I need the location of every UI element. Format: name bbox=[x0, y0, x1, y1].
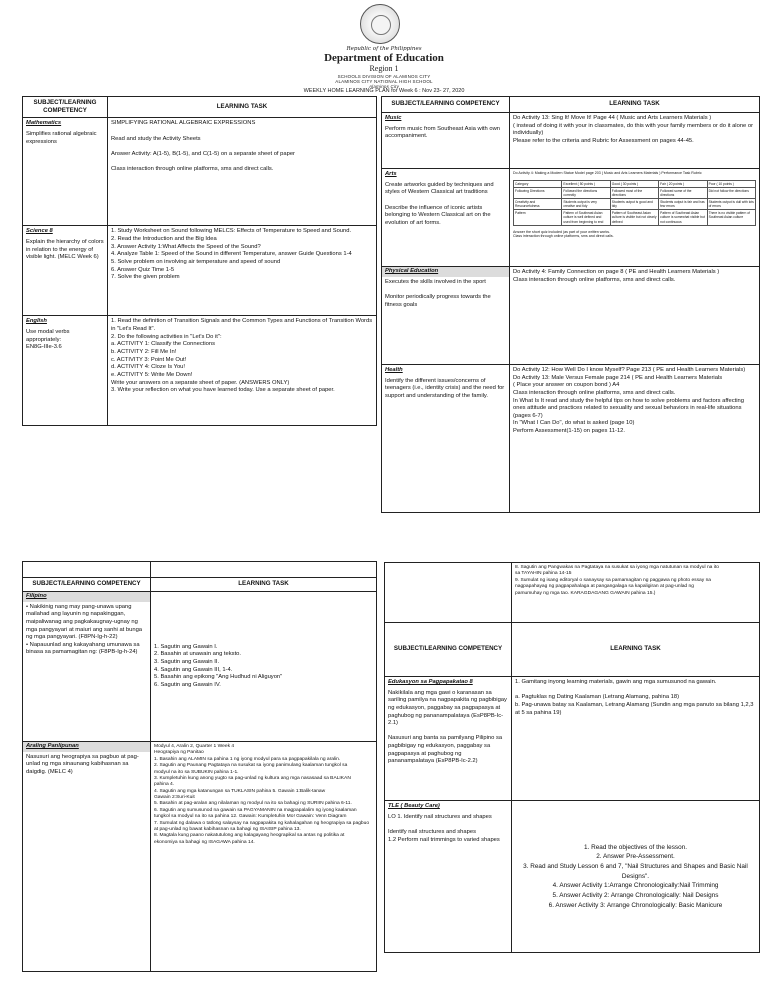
city-line: Alaminos City bbox=[368, 84, 400, 89]
subject-name: TLE ( Beauty Care) bbox=[388, 803, 440, 809]
task-text: 1. Study Worksheet on Sound following MELCS: Effects of Temperature to Speed and Sound. 2. Read the Introduction and the Big Idea 3. Answer Activity 1:What Affects the Speed of the Sound? 4. Analyze Table 1: Speed of the Sound in different Temperature, answer Guide Questions 1-4 5. Solve problem on involving air temperature and speed of sound 6. Answer Quiz Time 1-5 7. Solve the given problem bbox=[111, 228, 352, 281]
task-cell bbox=[510, 365, 760, 513]
table-row bbox=[23, 226, 377, 316]
table-row bbox=[382, 169, 760, 267]
rubric-cell: Excellent ( 50 points ) bbox=[562, 180, 610, 187]
task-cell bbox=[108, 226, 377, 316]
task-cell bbox=[510, 169, 760, 267]
department-title: Department of Education bbox=[324, 52, 444, 64]
school-line: ALAMINOS CITY NATIONAL HIGH SCHOOL bbox=[335, 79, 433, 84]
subject-cell bbox=[23, 316, 108, 426]
plan-table-mapeh bbox=[381, 96, 760, 513]
subject-cell bbox=[382, 267, 510, 365]
task-column-header: LEARNING TASK bbox=[108, 97, 377, 118]
plan-table-esp-tle bbox=[384, 562, 760, 953]
rubric-cell: Followed the directions correctly bbox=[562, 187, 610, 198]
blank-cell bbox=[385, 563, 512, 623]
task-column-header: LEARNING TASK bbox=[151, 578, 377, 592]
task-text: 1. Read the definition of Transition Signals and the Common Types and Functions of Transition Words in "Let's Read It". 2. Do the following activities in "Let's Do it": a. ACTIVITY 1: Classify the Connections b. ACTIVITY 2: Fill Me In! c. ACTIVITY 3: Point Me Out! d. ACTIVITY 4: Cloze Is You! e. ACTIVITY 5: Write Me Down! Write your answers on a separate sheet of paper. (ANSWERS ONLY) 3. Write your reflection on what you have learned today. Use a separate sheet of paper. bbox=[111, 318, 373, 394]
plan-table-core-subjects bbox=[22, 96, 377, 426]
task-text: 1. Sagutin ang Gawain I. 2. Basahin at unawain ang teksto. 3. Sagutin ang Gawain II. 4. Sagutin ang Gawain III, 1-4. 5. Basahin ang epikong "Ang Hudhud ni Aliguyon" 6. Sagutin ang Gawain IV. bbox=[154, 643, 283, 688]
task-text: Do Activity 13: Sing It! Move It! Page 44 ( Music and Arts Learners Materials ) ( instead of doing it with your in classmates, do this with your family members or do it alone or individually) Please refer to the criteria and Rubric for Assessment on pages 44-45. bbox=[513, 115, 754, 144]
subject-column-header: SUBJECT/LEARNING COMPETENCY bbox=[23, 97, 108, 118]
subject-name: Araling Panlipunan bbox=[23, 742, 150, 752]
subject-column-header: SUBJECT/LEARNING COMPETENCY bbox=[23, 578, 151, 592]
task-column-header: LEARNING TASK bbox=[512, 623, 760, 677]
subject-name: Music bbox=[385, 115, 402, 121]
rubric-note: Answer the short quiz included (as part of your written works. Class interaction through online platforms, sms and direct calls. bbox=[513, 229, 614, 239]
blank-cell bbox=[23, 562, 151, 578]
competency-text: LO 1. Identify nail structures and shapes Identify nail structures and shapes 1.2 Perform nail trimmings to varied shapes bbox=[388, 813, 500, 843]
subject-cell bbox=[23, 742, 151, 972]
division-line: SCHOOLS DIVISION OF ALAMINOS CITY bbox=[337, 74, 431, 79]
competency-text: Nakikilala ang mga gawi o karanasan sa sariling pamilya na nagpapakita ng pagbibigay ng edukasyon, paggabay sa pagpapasya at paghubog ng pananampalataya (EsP8PB-Ic-2.1) Nasusuri ang banta sa pamilyang Pilipino sa pagbibigay ng edukasyon, paggabay sa pagpapasya at paghubog ng pananampalataya (EsP8PB-Ic-2.2) bbox=[388, 689, 507, 765]
rubric-cell: Did not follow the directions bbox=[707, 187, 755, 198]
task-cell bbox=[512, 563, 760, 623]
subject-cell bbox=[23, 226, 108, 316]
task-cell bbox=[510, 113, 760, 169]
competency-text: • Nakikinig nang may pang-unawa upang mailahad ang layunin ng napakinggan, maipaliwanag ang pagkakaugnay-ugnay ng mga pangyayari at maiuri ang sanhi at bunga ng mga pangyayari. (F8PN-Ig-h-22) • Napauunlad ang kakayahang umunawa sa binasa sa pamamagitan ng: (F8PB-Ig-h-24) bbox=[26, 603, 143, 656]
subject-cell bbox=[23, 592, 151, 742]
table-header-row bbox=[385, 623, 760, 677]
subject-name: Physical Education bbox=[382, 267, 509, 277]
continued-task-text: 8. Sagutin ang Pangwakas na Pagtataya na susukat sa iyong mga natutunan sa modyul na ito sa TAYAHIN pahina 14-15 9. Sumulat ng isang editoryal o sanaysay sa pamamagitan ng paggawa ng photo essay na nagpapahayag ng pagpapahalaga at pangangalaga sa kapaligiran at pag-unlad ng pamumuhay ng mga tao. KARAGDAGANG GAWAIN pahina 15.) bbox=[515, 565, 719, 596]
competency-text: Identify the different issues/concerns of teenagers (i.e., identity crisis) and the need for support and understanding of the family. bbox=[385, 377, 505, 399]
task-cell bbox=[151, 592, 377, 742]
task-cell bbox=[108, 118, 377, 226]
rubric-row bbox=[514, 199, 756, 210]
rubric-cell: Pattern of Southeast Asian culture is well defined and used from beginning to end bbox=[562, 210, 610, 225]
competency-text: Nasusuri ang heograpiya sa pagbuo at pag-unlad ng mga sinaunang kabihasnan sa daigdig. (MELC 4) bbox=[26, 753, 139, 775]
subject-cell bbox=[385, 677, 512, 801]
rubric-cell: Poor ( 10 points ) bbox=[707, 180, 755, 187]
weekly-plan-title: WEEKLY HOME LEARNING PLAN for Week 6 : Nov 23- 27, 2020 bbox=[303, 88, 465, 94]
competency-text: Explain the hierarchy of colors in relation to the energy of visible light. (MELC Week 6) bbox=[26, 239, 104, 261]
rubric-row bbox=[514, 180, 756, 187]
rubric-cell: Good ( 30 points ) bbox=[610, 180, 658, 187]
task-cell bbox=[512, 801, 760, 953]
region-line: Region 1 bbox=[369, 64, 399, 73]
rubric-row bbox=[514, 187, 756, 198]
rubric-cell: Students output is fair and has few errors bbox=[659, 199, 707, 210]
rubric-cell: Creativity and Resourcefulness bbox=[514, 199, 562, 210]
rubric-cell: Students output is good and tidy bbox=[610, 199, 658, 210]
subject-name: English bbox=[26, 318, 47, 325]
subject-column-header: SUBJECT/LEARNING COMPETENCY bbox=[385, 623, 512, 677]
rubric-cell: Students output is very creative and tidy bbox=[562, 199, 610, 210]
table-header-row bbox=[23, 578, 377, 592]
rubric-cell: Students output is dull with lots of errors bbox=[708, 200, 754, 209]
task-text: Do Activity 12: How Well Do I know Myself? Page 213 ( PE and Health Learners Materials) Do Activity 13: Male Versus Female page 214 ( PE and Health Learners Materials ( Place your answer on coupon bond ) A4 Class interaction through online platforms, sms and direct calls. In What Is It read and study the helpful tips on how to solve problems and factors affecting ones attitude and practices related to sexuality and sexual behaviors in real-life situations (pages 6-7) In "What I Can Do", do what is asked (page 10) Perform Assessment(1-15) on pages 11-12. bbox=[513, 367, 746, 435]
task-cell bbox=[510, 267, 760, 365]
table-header-row bbox=[23, 97, 377, 118]
subject-name: Science 8 bbox=[26, 228, 53, 235]
subject-name: Health bbox=[385, 367, 403, 373]
table-row bbox=[23, 316, 377, 426]
rubric-table bbox=[513, 180, 756, 226]
rubric-row bbox=[514, 210, 756, 225]
task-text: Do Activity 4: Family Connection on page 8 ( PE and Health Learners Materials ) Class interaction through online platforms, sms and direct calls. bbox=[513, 269, 720, 283]
rubric-cell: Followed some of the directions bbox=[659, 187, 707, 198]
table-row bbox=[382, 365, 760, 513]
table-row bbox=[382, 267, 760, 365]
rubric-cell: Fair ( 20 points ) bbox=[659, 180, 707, 187]
task-cell bbox=[151, 742, 377, 972]
blank-cell bbox=[151, 562, 377, 578]
table-blank-row bbox=[23, 562, 377, 578]
competency-text: Use modal verbs appropriately: EN8G-IIIe-3.6 bbox=[26, 329, 70, 351]
task-text: 1. Gamitang inyong learning materials, gawin ang mga sumusunod na gawain. a. Pagtuklas ng Dating Kaalaman (Letrang Alamang, pahina 18) b. Pag-unawa batay sa Kaalaman, Letrang Alamang (Sundin ang mga panuto sa bilang 1,2,3 at 5 sa pahina 19) bbox=[515, 679, 754, 716]
table-row bbox=[385, 677, 760, 801]
subject-cell bbox=[382, 169, 510, 267]
competency-text: Executes the skills involved in the sport Monitor periodically progress towards the fitness goals bbox=[385, 278, 491, 308]
rubric-cell: Pattern of Southeast Asian culture is somewhat visible but not continuous bbox=[659, 210, 707, 225]
table-row bbox=[385, 563, 760, 623]
rubric-cell: Pattern bbox=[514, 210, 562, 225]
competency-text: Create artworks guided by techniques and styles of Western Classical art traditions Describe the influence of iconic artists belonging to Western Classical art on the evolution of art forms. bbox=[385, 181, 494, 226]
table-row bbox=[385, 801, 760, 953]
subject-name: Mathematics bbox=[26, 120, 62, 127]
rubric-cell: Following Directions bbox=[514, 187, 562, 198]
rubric-cell: Category bbox=[514, 180, 562, 187]
plan-table-filipino-ap bbox=[22, 561, 377, 972]
rubric-cell: Followed most of the directions bbox=[610, 187, 658, 198]
subject-column-header: SUBJECT/LEARNING COMPETENCY bbox=[382, 97, 510, 113]
table-row bbox=[23, 742, 377, 972]
deped-seal-icon bbox=[360, 4, 400, 44]
task-cell bbox=[108, 316, 377, 426]
rubric-caption: Do Activity 4: Making a Modern Statue Model page 203 ( Music and Arts Learners Materials ) Performance Task Rubric bbox=[513, 171, 702, 175]
task-text: 1. Read the objectives of the lesson. 2. Answer Pre-Assessment. 3. Read and Study Lesson 6 and 7, "Nail Structures and Shapes and Basic Nail Designs". 4. Answer Activity 1:Arrange Chronologically:Nail Trimming 5. Answer Activity 2: Arrange Chronologically: Nail Designs 6. Answer Activity 3: Arrange Chronologically: Basic Manicure bbox=[523, 843, 748, 909]
task-cell bbox=[512, 677, 760, 801]
subject-name: Arts bbox=[385, 171, 397, 177]
competency-text: Perform music from Southeast Asia with own accompaniment. bbox=[385, 125, 501, 140]
table-row bbox=[23, 592, 377, 742]
table-header-row bbox=[382, 97, 760, 113]
subject-cell bbox=[382, 365, 510, 513]
competency-text: Simplifies rational algebraic expressions bbox=[26, 131, 97, 145]
task-text: SIMPLIFYING RATIONAL ALGEBRAIC EXPRESSIONS Read and study the Activity Sheets Answer Activity: A(1-5), B(1-5), and C(1-5) on a separate sheet of paper Class interaction through online platforms, sms and direct calls. bbox=[111, 120, 295, 173]
task-text: Modyul 4, Aralin 2, Quarter 1 Week 4 Heograpiya ng Panitao 1. Basahin ang ALAMIN sa pahina 1 ng iyong modyul para sa pagpapakilala ng aralin. 2. Sagutin ang Paunang Pagtataya na susukat sa iyong panimulang kaalaman tungkol sa modyul na ito sa SUBUKIN pahina 1-1. 3. Kumpletuhin kung anong yugto sa pag-unlad ng kultura ang mga nasasaad sa BALIKAN pahina 4. 4. Sagutin ang mga katanungan sa TUKLASIN pahina 5. Gawain 1:Balik-tanaw Gawain 2:Suri-Kuit 5. Basahin at pag-aralan ang nilalaman ng modyul na ito sa bahagi ng SURIIN pahina 6-11. 6. Sagutin ang sumusunod na gawain sa PAGYAMANIN na magpapalalim ng iyong kaalaman tungkol sa modyul na ito sa pahina 12. Gawain: Kumpletuhin Mo! Gawain: Venn Diagram 7. Sumulat ng dalawa o tatlong salaysay na nagpapakita ng kahalagahan ng heograpiya sa pagbuo at pag-unlad ng bawat kabihasnan sa bahagi ng ISAISIP pahina 13. 8. Magtala kung paano nakatutulong ang kalagayang heograpikal sa antas ng politika at ekonomiya sa bahagi ng ISAGAWA pahina 14. bbox=[154, 744, 370, 845]
table-row bbox=[382, 113, 760, 169]
rubric-cell: Pattern of Southeast Asian culture is visible but not clearly defined bbox=[610, 210, 658, 225]
rubric-cell: There is no visible pattern of Southeast Asian culture bbox=[707, 210, 755, 225]
table-row bbox=[23, 118, 377, 226]
subject-name: Edukasyon sa Pagpapakatao 8 bbox=[388, 679, 473, 685]
task-column-header: LEARNING TASK bbox=[510, 97, 760, 113]
subject-cell bbox=[385, 801, 512, 953]
republic-line: Republic of the Philippines bbox=[346, 46, 422, 52]
subject-name: Filipino bbox=[23, 592, 150, 602]
subject-cell bbox=[23, 118, 108, 226]
subject-cell bbox=[382, 113, 510, 169]
